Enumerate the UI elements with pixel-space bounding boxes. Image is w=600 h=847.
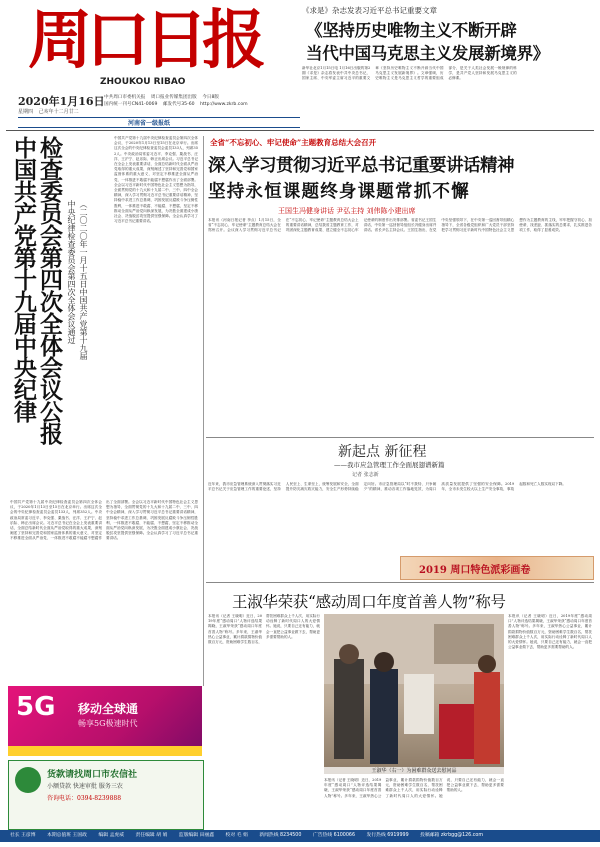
info-line: 邮发代号35-60 [162,102,195,107]
ad-5g-brand: 5G [16,692,56,722]
ad-5g-sub: 畅享5G极速时代 [78,719,138,728]
footer-item: 编辑 孟虎威 [98,833,124,838]
bottom-headline: 王淑华荣获“感动周口年度首善人物”称号 [232,593,506,611]
photo-caption: 王淑华（右一）为困难群众送去慰问品 [324,767,504,774]
divider [206,437,594,438]
person-shape [334,659,364,759]
left-story-body-lower: 中国共产党第十九届中央纪律检查委员会第四次全体会议，于2020年1月13日至15日在北京举行。出席这次全会的中央纪律检查委员会委员133人，列席352人。中央政治局常委习近平、李克强、栗战书、汪洋、王沪宁、赵乐际、韩正出席会议。习近平总书记在全会上发表重要讲话，全面总结新时代全面从严治党取得的重大成果，深刻阐述了坚持和完善党和国家监督体系的重大意义，对坚定不移推进全面从严治党、一体推进不敢腐不能腐不想腐作出了全面部署。全会以习近平新时代中国特色社会主义思想为指导，全面贯彻党的十九大和十九届二中、三中、四中全会精神，深入学习贯彻习近平总书记重要讲话精神，坚持稳中求进工作总基调，巩固发展反腐败斗争压倒性胜利，一体推进不敢腐、不能腐、不想腐，坚定不移推动全面从严治党向纵深发展，为决胜全面建成小康社会、决战脱贫攻坚提供坚强保障。全会认真学习了习近平总书记重要讲话。 [10,500,198,541]
info-line: 国内统一刊号CN41-0069 [104,102,158,107]
info-line: 今日8版 [202,95,219,100]
masthead-logo: 周口日报 [28,3,260,78]
color-banner [400,556,594,580]
ad-bank[interactable] [8,760,204,830]
left-headline-a: 中国共产党第十九届中央纪律 [10,136,37,422]
top-story-kicker: 《求是》杂志发表习近平总书记重要文章 [302,6,437,15]
top-story-body: 新华社北京1月15日电 1月16日出版的第2期《求是》杂志将发表中共中央总书记、国家主席、中央军委主席习近平的重要文章《坚持历史唯物主义不断开辟当代中国马克思主义发展新境界》。文章强调，历史唯物主义是马克思主义哲学的重要组成部分，是关于人类社会发展一般规律的科学，是共产党人坚持和发展马克思主义的必修课。 [302,66,517,81]
ad-bank-title: 货款请找周口市农信社 [47,770,138,780]
footer-item: 社长 王彦博 [10,833,36,838]
footer-item: 校对 毛 娟 [225,833,248,838]
masthead-pinyin: ZHOUKOU RIBAO [100,77,186,87]
top-story-headline-1: 《坚持历史唯物主义不断开辟 [306,21,517,40]
info-line: http://www.zkrb.com [200,102,248,107]
banner-text: 2019 周口特色派彩画卷 [419,565,531,576]
left-sub-1: 中央纪律检查委员会第四次全体会议通过 [67,200,76,344]
edition-label: 河南省一级报纸 [128,120,171,127]
bottom-photo [324,614,504,774]
feature-body: 近年来，我市应急管理系统深入贯彻落实习近平总书记关于应急管理工作的重要论述，坚持人民至上、生命至上，统筹发展和安全，全面提升防灾减灾救灾能力，安全生产形势持续稳定向好。市应急管理局以“时不我待、只争朝夕”的精神，推动各项工作落地见效，为周口高质量发展提供了坚强的安全保障。2019年，全市未发生较大以上生产安全事故，事故起数和死亡人数实现双下降。 [208,482,566,492]
masthead-weekday [18,108,79,115]
masthead-date: 2020年1月16日 [18,95,105,108]
center-kicker: 全省“不忘初心、牢记使命”主题教育总结大会召开 [210,138,377,147]
ad-5g-title: 移动全球通 [78,702,139,716]
center-byline: 王国生冯健身讲话 尹弘主持 刘伟陈小建出席 [278,207,416,215]
footer-bar [0,830,600,842]
weekday-text: 星期四 [18,109,34,115]
person-shape [474,672,500,764]
footer-item: 投稿邮箱 zkrbgg@126.com [420,833,483,838]
footer-item: 发行热线 6919999 [366,833,409,838]
column-rule [203,136,204,686]
center-headline-2: 坚持永恒课题终身课题常抓不懈 [208,182,470,202]
footer-item: 责任编辑 胡 娟 [135,833,168,838]
top-story-headline-2: 当代中国马克思主义发展新境界》 [306,44,550,63]
feature-title: 新起点 新征程 [338,444,427,460]
footer-item: 广告热线 6100066 [312,833,356,838]
ad-5g[interactable] [8,686,202,756]
center-headline-1: 深入学习贯彻习近平总书记重要讲话精神 [208,156,514,176]
bottom-body-right: 本报讯（记者 王晓明）近日，2019年度“感动周口”人物评选结果揭晓，王淑华荣获“感动周口年度首善人物”称号。多年来，王淑华热心公益事业，累计捐款捐物价值数百万元，资助困难学生数百名，帮扶困难群众上千人次，用实际行动诠释了新时代周口人的大爱情怀。她说，只要自己还有能力，就会一直把公益事业做下去，帮助更多需要帮助的人。 [508,614,592,650]
gift-bag-shape [404,674,434,734]
footer-item: 本期总值班 王国政 [47,833,87,838]
ad-5g-stripe [8,746,202,756]
footer-item: 新闻热线 8234500 [259,833,302,838]
feature-byline: 记者 张志新 [352,472,379,478]
bottom-body-left: 本报讯（记者 王晓明）近日，2019年度“感动周口”人物评选结果揭晓，王淑华荣获“感动周口年度首善人物”称号。多年来，王淑华热心公益事业，累计捐款捐物价值数百万元，资助困难学生数百名，帮扶困难群众上千人次，用实际行动诠释了新时代周口人的大爱情怀。她说，只要自己还有能力，就会一直把公益事业做下去，帮助更多需要帮助的人。 [208,614,320,645]
left-sub-2: （二〇二〇年一月十五日中国共产党第十九届 [79,200,88,360]
gift-box-shape [439,704,479,759]
ad-bank-phone: 咨询电话：0394-8239888 [47,795,122,802]
info-line: 周口报业传媒集团出版 [150,95,197,100]
left-headline-b: 检查委员会第四次全体会议公报 [36,136,63,444]
person-shape [370,669,398,764]
center-body: 本报讯（河南日报记者 李点）1月15日，全省“不忘初心、牢记使命”主题教育总结大会在郑州召开。会议深入学习贯彻习近平总书记在“不忘初心、牢记使命”主题教育总结大会上的重要讲话精神，总结我省主题教育工作，对巩固深化主题教育成果、建立健全不忘初心牢记使命的制度作出安排部署。省委书记王国生讲话，中央第一巡回督导组组长冯健身出席并讲话。省长尹弘主持会议。王国生指出，在党中央坚强领导下，在中央第一巡回督导组精心指导下，全省各级党组织和广大党员干部坚持把学习贯彻习近平新时代中国特色社会主义思想作为主题教育的主线，牢牢把握守初心、担使命，找差距、抓落实的总要求，扎实推进各项工作，取得了显著成效。 [208,218,592,233]
info-line: 中共周口市委机关报 [104,95,146,100]
footer-item: 监版编辑 田丽鑫 [178,833,215,838]
divider [206,582,594,583]
edition-bar [18,117,300,128]
bank-logo-icon [15,767,41,793]
bottom-body-under-photo: 本报讯（记者 王晓明）近日，2019年度“感动周口”人物评选结果揭晓，王淑华荣获“感动周口年度首善人物”称号。多年来，王淑华热心公益事业，累计捐款捐物价值数百万元，资助困难学生数百名，帮扶困难群众上千人次，用实际行动诠释了新时代周口人的大爱情怀。她说，只要自己还有能力，就会一直把公益事业做下去，帮助更多需要帮助的人。 [324,778,504,798]
photo-illustration [324,614,504,774]
feature-subtitle: ——我市应急管理工作全面展翅谱新篇 [334,461,445,469]
left-story-body-upper: 中国共产党第十九届中央纪律检查委员会第四次全体会议，于2020年1月13日至15日在北京举行。出席这次全会的中央纪律检查委员会委员133人，列席352人。中央政治局常委习近平、李克强、栗战书、汪洋、王沪宁、赵乐际、韩正出席会议。习近平总书记在全会上发表重要讲话，全面总结新时代全面从严治党取得的重大成果，深刻阐述了坚持和完善党和国家监督体系的重大意义，对坚定不移推进全面从严治党、一体推进不敢腐不能腐不想腐作出了全面部署。全会以习近平新时代中国特色社会主义思想为指导，全面贯彻党的十九大和十九届二中、三中、四中全会精神，深入学习贯彻习近平总书记重要讲话精神，坚持稳中求进工作总基调，巩固发展反腐败斗争压倒性胜利，一体推进不敢腐、不能腐、不想腐，坚定不移推动全面从严治党向纵深发展，为决胜全面建成小康社会、决战脱贫攻坚提供坚强保障。全会认真学习了习近平总书记重要讲话。 [114,136,198,224]
lunar-text: 己亥年十二月廿二 [38,109,79,115]
ad-bank-sub: 小额贷款 快速审批 服务三农 [47,783,123,790]
divider [6,130,594,131]
masthead-info [104,94,304,108]
